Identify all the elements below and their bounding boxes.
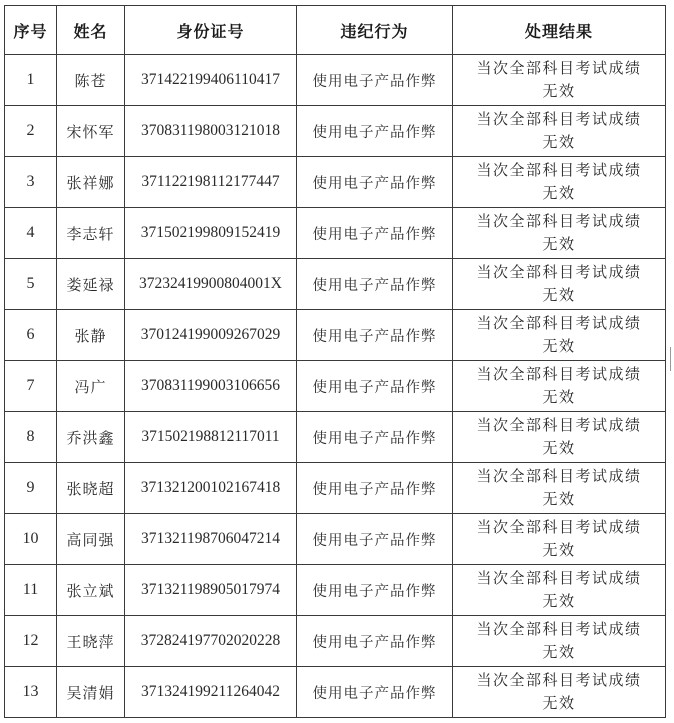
table-row [5,310,666,361]
result-line-2: 无效 [542,133,576,151]
cell-id-number: 371321198905017974 [125,565,297,616]
cell-seq: 10 [5,514,57,565]
result-line-1: 当次全部科目考试成绩 [476,212,642,230]
cell-name: 李志轩 [57,208,125,259]
cell-id-number: 370831198003121018 [125,106,297,157]
cell-seq: 6 [5,310,57,361]
result-line-1: 当次全部科目考试成绩 [476,365,642,383]
cell-result [453,55,666,106]
cell-seq: 4 [5,208,57,259]
result-line-1: 当次全部科目考试成绩 [476,263,642,281]
cell-result [453,259,666,310]
cell-id-number: 371122198112177447 [125,157,297,208]
result-line-1: 当次全部科目考试成绩 [476,161,642,179]
cell-violation: 使用电子产品作弊 [297,106,453,157]
cell-id-number: 371502199809152419 [125,208,297,259]
cell-result [453,361,666,412]
result-line-2: 无效 [542,235,576,253]
result-line-1: 当次全部科目考试成绩 [476,314,642,332]
cell-violation: 使用电子产品作弊 [297,55,453,106]
cell-violation: 使用电子产品作弊 [297,259,453,310]
cell-seq: 7 [5,361,57,412]
cell-seq: 5 [5,259,57,310]
result-line-1: 当次全部科目考试成绩 [476,518,642,536]
cell-name: 张晓超 [57,463,125,514]
header-id: 身份证号 [125,6,297,55]
cell-result [453,310,666,361]
result-line-1: 当次全部科目考试成绩 [476,569,642,587]
result-line-2: 无效 [542,694,576,712]
table-header [5,6,666,55]
cell-seq: 1 [5,55,57,106]
result-line-1: 当次全部科目考试成绩 [476,59,642,77]
cell-violation: 使用电子产品作弊 [297,208,453,259]
cell-result [453,106,666,157]
cell-seq: 11 [5,565,57,616]
cell-result [453,565,666,616]
cell-name: 张静 [57,310,125,361]
result-line-2: 无效 [542,643,576,661]
cell-name: 乔洪鑫 [57,412,125,463]
result-line-1: 当次全部科目考试成绩 [476,620,642,638]
cell-id-number: 37232419900804001X [125,259,297,310]
cell-name: 王晓萍 [57,616,125,667]
result-line-2: 无效 [542,337,576,355]
result-line-2: 无效 [542,184,576,202]
table-row [5,412,666,463]
cell-result [453,412,666,463]
cell-violation: 使用电子产品作弊 [297,412,453,463]
cell-id-number: 372824197702020228 [125,616,297,667]
cell-name: 张祥娜 [57,157,125,208]
table-row [5,616,666,667]
cell-seq: 13 [5,667,57,718]
cell-violation: 使用电子产品作弊 [297,514,453,565]
cell-id-number: 371502198812117011 [125,412,297,463]
cell-violation: 使用电子产品作弊 [297,310,453,361]
cell-id-number: 371321198706047214 [125,514,297,565]
cell-result [453,157,666,208]
result-line-2: 无效 [542,592,576,610]
table-row [5,361,666,412]
cell-name: 陈苍 [57,55,125,106]
cell-seq: 12 [5,616,57,667]
cell-result [453,514,666,565]
cell-seq: 9 [5,463,57,514]
cell-result [453,463,666,514]
table-row [5,208,666,259]
cell-id-number: 371324199211264042 [125,667,297,718]
cell-id-number: 371422199406110417 [125,55,297,106]
violation-table-container [4,5,666,718]
cell-violation: 使用电子产品作弊 [297,565,453,616]
cell-result [453,208,666,259]
cell-seq: 2 [5,106,57,157]
cell-name: 吴清娟 [57,667,125,718]
cell-result [453,616,666,667]
table-row [5,55,666,106]
cell-id-number: 371321200102167418 [125,463,297,514]
table-row [5,667,666,718]
cell-seq: 3 [5,157,57,208]
cell-name: 张立斌 [57,565,125,616]
table-row [5,106,666,157]
cell-violation: 使用电子产品作弊 [297,361,453,412]
header-violation: 违纪行为 [297,6,453,55]
scroll-edge-marker [670,347,674,371]
header-seq: 序号 [5,6,57,55]
header-result: 处理结果 [453,6,666,55]
result-line-1: 当次全部科目考试成绩 [476,467,642,485]
cell-violation: 使用电子产品作弊 [297,157,453,208]
result-line-1: 当次全部科目考试成绩 [476,671,642,689]
cell-name: 娄延禄 [57,259,125,310]
cell-violation: 使用电子产品作弊 [297,616,453,667]
table-row [5,514,666,565]
cell-result [453,667,666,718]
result-line-2: 无效 [542,541,576,559]
result-line-2: 无效 [542,439,576,457]
cell-seq: 8 [5,412,57,463]
violation-table [4,5,666,718]
table-row [5,157,666,208]
cell-id-number: 370124199009267029 [125,310,297,361]
cell-name: 宋怀军 [57,106,125,157]
result-line-1: 当次全部科目考试成绩 [476,416,642,434]
table-body [5,55,666,718]
result-line-2: 无效 [542,82,576,100]
cell-id-number: 370831199003106656 [125,361,297,412]
cell-violation: 使用电子产品作弊 [297,463,453,514]
result-line-1: 当次全部科目考试成绩 [476,110,642,128]
cell-violation: 使用电子产品作弊 [297,667,453,718]
result-line-2: 无效 [542,490,576,508]
cell-name: 冯广 [57,361,125,412]
header-row [5,6,666,55]
result-line-2: 无效 [542,286,576,304]
table-row [5,259,666,310]
cell-name: 高同强 [57,514,125,565]
result-line-2: 无效 [542,388,576,406]
header-name: 姓名 [57,6,125,55]
table-row [5,463,666,514]
table-row [5,565,666,616]
